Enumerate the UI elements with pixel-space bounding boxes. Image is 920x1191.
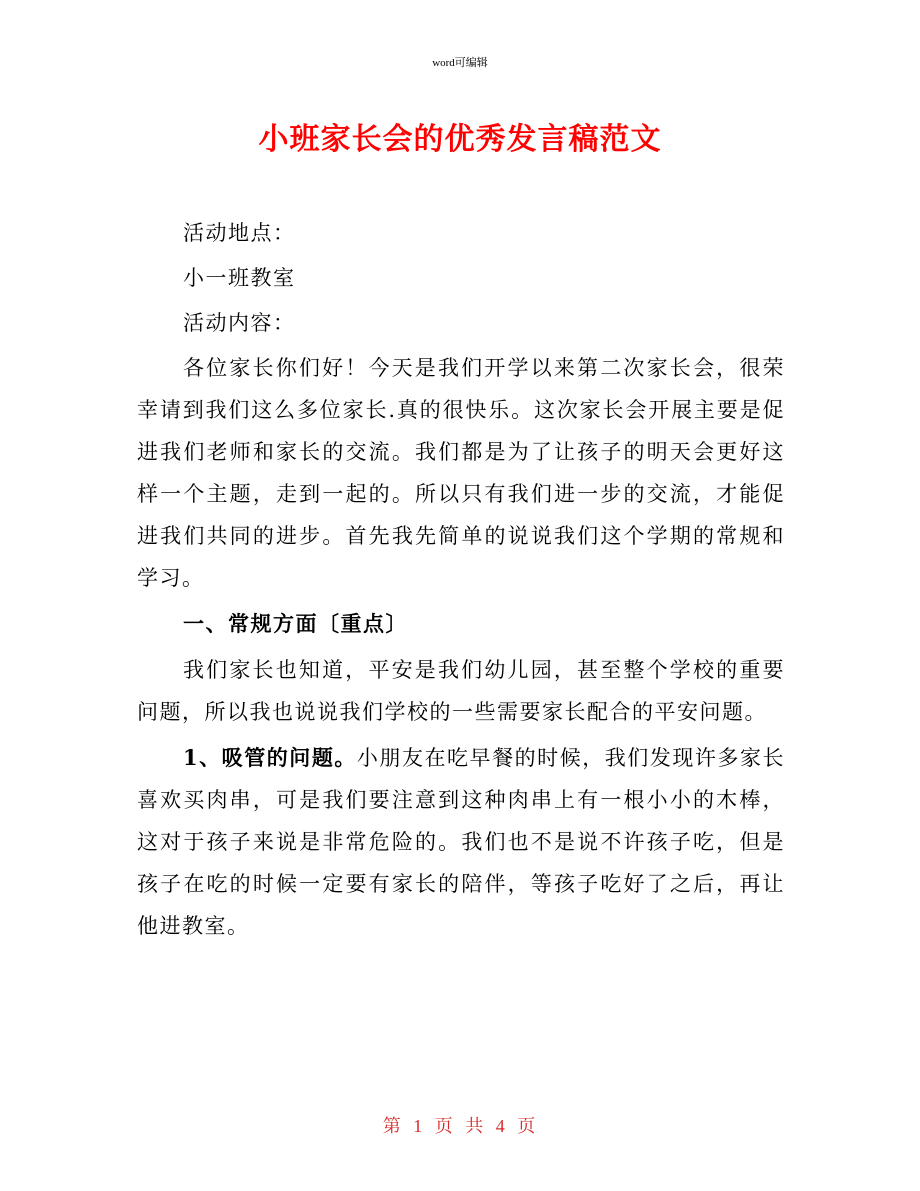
paragraph-safety: 我们家长也知道，平安是我们幼儿园，甚至整个学校的重要问题，所以我也说说我们学校的一些需要家长配合的平安问题。: [137, 658, 785, 724]
paragraph-location-value: 小一班教室: [183, 266, 296, 290]
section-heading-routine: 一、常规方面〔重点〕: [183, 611, 408, 636]
item-straw-lead: 1、吸管的问题。: [183, 745, 357, 770]
item-straw-text: 小朋友在吃早餐的时候，我们发现许多家长喜欢买肉串，可是我们要注意到这种肉串上有一根小小的木棒，这对于孩子来说是非常危险的。我们也不是说不许孩子吃，但是孩子在吃的时候一定要有家长的陪伴，等孩子吃好了之后，再让他进教室。: [137, 746, 785, 938]
document-title: 小班家长会的优秀发言稿范文: [258, 122, 662, 157]
paragraph-item-straw: [137, 737, 785, 947]
paragraph-location-label: 活动地点：: [183, 221, 296, 245]
paragraph-content-label: 活动内容：: [183, 311, 296, 335]
document-body: [137, 212, 785, 951]
header-note: word可编辑: [432, 57, 488, 69]
page-number-footer: 第 1 页 共 4 页: [382, 1116, 538, 1136]
paragraph-greeting: 各位家长你们好！今天是我们开学以来第二次家长会，很荣幸请到我们这么多位家长.真的很快乐。这次家长会开展主要是促进我们老师和家长的交流。我们都是为了让孩子的明天会更好这样一个主题，走到一起的。所以只有我们进一步的交流，才能促进我们共同的进步。首先我先简单的说说我们这个学期的常规和学习。: [137, 356, 785, 590]
